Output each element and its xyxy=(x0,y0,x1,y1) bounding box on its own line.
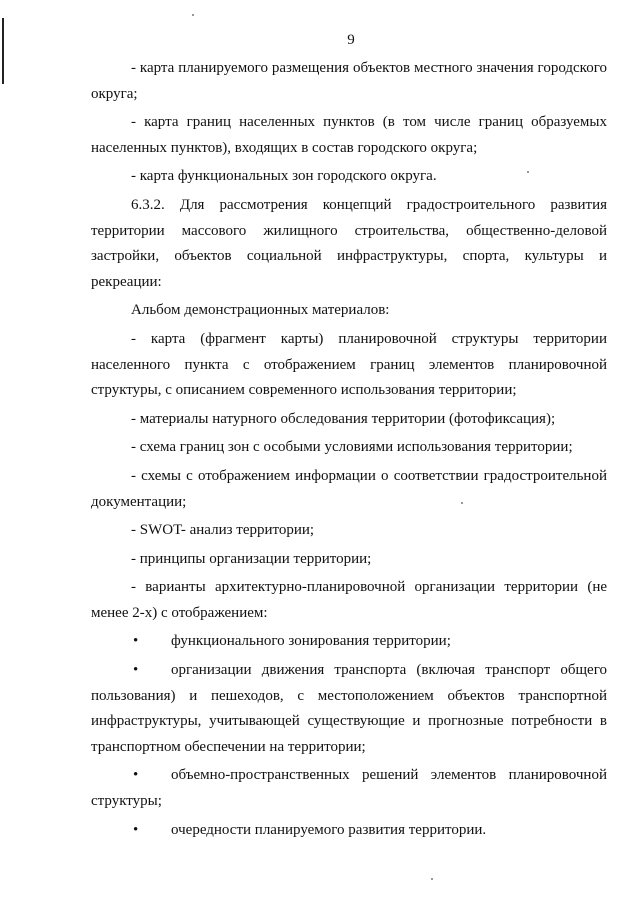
paragraph-organization-principles: - принципы организации территории; xyxy=(131,550,372,567)
bullet-item-spatial-solutions xyxy=(91,763,607,814)
paragraph-special-zones-scheme: - схема границ зон с особыми условиями использования территории; xyxy=(131,439,573,456)
bullet-item-development-stages xyxy=(91,818,607,844)
paragraph-album-heading: Альбом демонстрационных материалов: xyxy=(131,302,390,319)
paragraph-conformity-schemes: - схемы с отображением информации о соответствии градостроительной документации; xyxy=(91,467,607,510)
scan-speck xyxy=(431,878,433,880)
scan-speck xyxy=(192,14,194,16)
bullet-text: очередности планируемого развития территории. xyxy=(171,821,487,838)
bullet-item-transport-organization xyxy=(91,658,607,760)
paragraph-map-functional-zones: - карта функциональных зон городского округа. xyxy=(131,168,437,185)
paragraph-section-6-3-2: 6.3.2. Для рассмотрения концепций градостроительного развития территории массового жилищного строительства, общественно-деловой застройки, объектов социальной инфраструктуры, спорта, культуры и рекреации: xyxy=(91,196,607,290)
bullet-text: функционального зонирования территории; xyxy=(171,633,451,650)
paragraph-planning-structure-map: - карта (фрагмент карты) планировочной структуры территории населенного пункта с отображением границ элементов планировочной структуры, с описанием современного использования территории; xyxy=(91,330,607,399)
paragraph-swot-analysis: - SWOT- анализ территории; xyxy=(131,522,315,539)
bullet-text: организации движения транспорта (включая транспорт общего пользования) и пешеходов, с местоположением объектов транспортной инфраструктуры, учитывающей существующие и прогнозные потребности в транспортном обеспечении на территории; xyxy=(91,662,607,755)
scan-edge-mark xyxy=(2,18,4,84)
bullet-item-functional-zoning xyxy=(91,629,607,655)
paragraph-map-settlement-borders: - карта границ населенных пунктов (в том числе границ образуемых населенных пунктов), входящих в состав городского округа; xyxy=(91,114,607,156)
document-body xyxy=(91,56,607,843)
paragraph-planning-variants: - варианты архитектурно-планировочной организации территории (не менее 2-х) с отображением: xyxy=(91,579,607,621)
bullet-text: объемно-пространственных решений элементов планировочной структуры; xyxy=(91,767,607,810)
paragraph-map-local-objects: - карта планируемого размещения объектов местного значения городского округа; xyxy=(91,60,607,102)
bullet-icon: • xyxy=(133,767,139,784)
page-number: 9 xyxy=(347,32,355,48)
bullet-icon: • xyxy=(133,633,139,650)
paragraph-field-survey: - материалы натурного обследования территории (фотофиксация); xyxy=(131,410,556,427)
bullet-icon: • xyxy=(133,821,139,838)
bullet-icon: • xyxy=(133,662,139,679)
